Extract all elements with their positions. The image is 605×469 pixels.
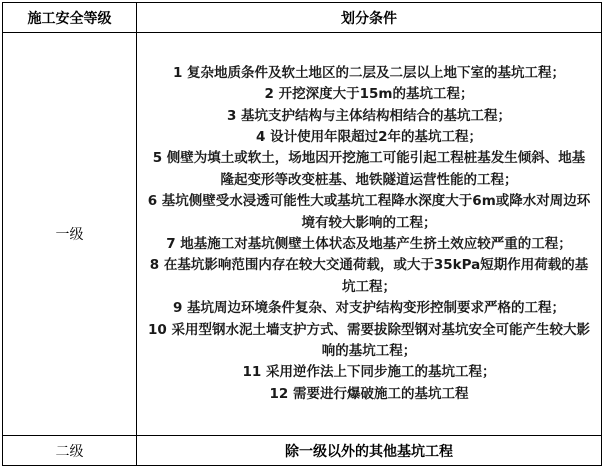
level-one-label: 一级 [55, 227, 84, 243]
header-level-cell [3, 3, 136, 32]
level-one-cell [3, 33, 136, 435]
safety-level-table [2, 2, 602, 466]
condition-item: 12 需要进行爆破施工的基坑工程 [269, 385, 469, 402]
level-one-conditions-list [137, 63, 601, 406]
level-two-cell [3, 436, 136, 465]
condition-item: 9 基坑周边环境条件复杂、对支护结构变形控制要求严格的工程； [172, 300, 566, 317]
condition-item: 3 基坑支护结构与主体结构相结合的基坑工程； [226, 107, 512, 124]
condition-item: 11 采用逆作法上下同步施工的基坑工程； [242, 364, 496, 381]
condition-item: 10 采用型钢水泥土墙支护方式、需要拔除型钢对基坑安全可能产生较大影响的基坑工程； [148, 321, 590, 360]
condition-item: 7 地基施工对基坑侧壁土体状态及地基产生挤土效应较严重的工程； [166, 236, 572, 252]
header-level-label: 施工安全等级 [27, 10, 112, 27]
level-one-conditions-cell [137, 33, 601, 435]
condition-item: 8 在基坑影响范围内存在较大交通荷载，或大于35kPa短期作用荷载的基坑工程； [149, 257, 589, 295]
condition-item: 6 基坑侧壁受水浸透可能性大或基坑工程降水深度大于6m或降水对周边环境有较大影响的工程； [147, 193, 591, 231]
level-two-conditions-cell [137, 436, 601, 465]
condition-item: 1 复杂地质条件及软土地区的二层及二层以上地下室的基坑工程； [172, 64, 566, 81]
level-two-conditions-text: 除一级以外的其他基坑工程 [285, 443, 453, 460]
level-two-label: 二级 [55, 443, 84, 460]
condition-item: 5 侧壁为填土或软土，场地因开挖施工可能引起工程桩基发生倾斜、地基隆起变形等改变桩基、地铁隧道运营性能的工程； [152, 150, 586, 188]
header-conditions-cell [137, 3, 601, 32]
condition-item: 4 设计使用年限超过2年的基坑工程； [256, 128, 482, 145]
condition-item: 2 开挖深度大于15m的基坑工程； [264, 86, 474, 103]
header-conditions-label: 划分条件 [341, 10, 397, 27]
